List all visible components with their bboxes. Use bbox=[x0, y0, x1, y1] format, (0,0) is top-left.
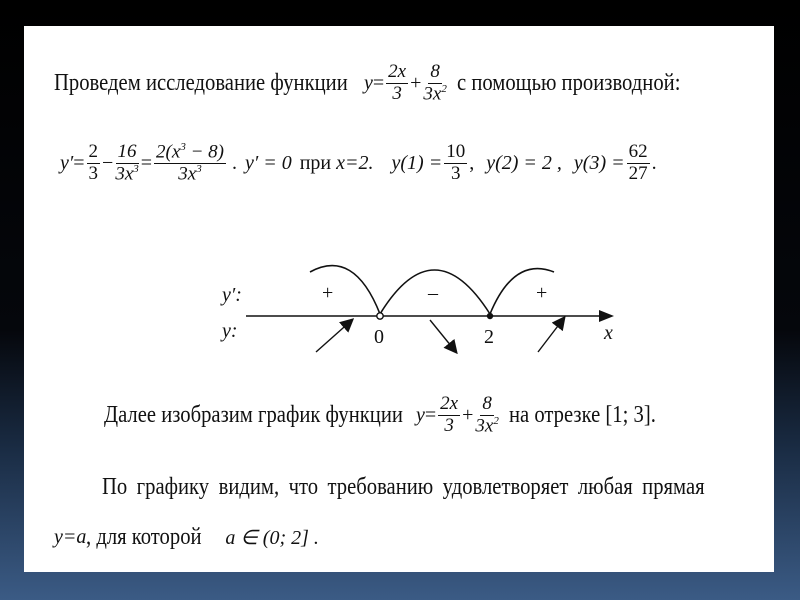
sign-minus: – bbox=[428, 282, 438, 304]
sign-plus-left: + bbox=[322, 282, 334, 304]
function-y: y bbox=[364, 71, 373, 94]
open-point-0 bbox=[377, 313, 383, 319]
intro-text-end: с помощью производной: bbox=[456, 69, 681, 96]
tick-label-0: 0 bbox=[374, 326, 384, 348]
fraction-2x-over-3: $\frac{2x}{3}$ bbox=[440, 393, 459, 436]
answer-text: , для которой bbox=[86, 524, 202, 550]
line-ya: y=a bbox=[54, 526, 87, 548]
fraction-derivative-combined: $\frac{2(x^3 - 8)}{3x^3}$ bbox=[156, 141, 224, 185]
derivative-symbol: y′ bbox=[60, 151, 74, 174]
graph-intro-text: Далее изобразим график функции bbox=[104, 401, 403, 428]
fraction-16-over-3x3: $\frac{16}{3x^3}$ bbox=[115, 141, 139, 184]
tick-label-2: 2 bbox=[484, 326, 494, 348]
row-label-yprime: y′: bbox=[222, 284, 242, 306]
graph-intro-line bbox=[104, 394, 680, 436]
fraction-2x-over-3: $\frac{2x}{3}$ bbox=[388, 61, 407, 104]
increasing-arrow-icon bbox=[316, 320, 352, 352]
answer-line bbox=[54, 524, 319, 551]
value-y2: y(2) = 2 , bbox=[486, 151, 562, 174]
fraction-62-over-27: $\frac{62}{27}$ bbox=[628, 141, 648, 184]
conclusion-text: По графику видим, что требованию удовлетворяет любая прямая bbox=[102, 474, 705, 500]
sign-plus-right: + bbox=[536, 282, 548, 304]
comma: , bbox=[469, 151, 475, 174]
period: . bbox=[651, 151, 657, 174]
minus-sign: − bbox=[102, 151, 114, 174]
decreasing-arrow-icon bbox=[430, 320, 456, 352]
equals-sign: = bbox=[73, 151, 85, 174]
fraction-8-over-3x2: $\frac{8}{3x^2}$ bbox=[475, 393, 499, 436]
period: . bbox=[231, 151, 237, 174]
fraction-2-over-3: $\frac{2}{3}$ bbox=[88, 141, 99, 184]
pri-word: при bbox=[299, 151, 332, 174]
answer-interval: a ∈ (0; 2] . bbox=[225, 527, 319, 549]
equals-sign: = bbox=[140, 151, 153, 174]
value-y1: y(1) = bbox=[391, 151, 443, 174]
fraction-8-over-3x2: $\frac{8}{3x^2}$ bbox=[423, 61, 447, 104]
axis-label-x: x bbox=[604, 322, 613, 344]
equals-sign: = bbox=[424, 403, 437, 426]
equals-sign: = bbox=[372, 71, 385, 94]
slide bbox=[24, 26, 774, 572]
increasing-arrow-icon bbox=[538, 318, 564, 352]
plus-sign: + bbox=[410, 71, 422, 94]
value-y3: y(3) = bbox=[573, 151, 625, 174]
closed-point-2 bbox=[487, 313, 493, 319]
plus-sign: + bbox=[462, 403, 474, 426]
fraction-10-over-3: $\frac{10}{3}$ bbox=[446, 141, 466, 184]
axis-arrow-icon bbox=[599, 310, 614, 322]
segment-text: на отрезке [1; 3]. bbox=[508, 401, 656, 428]
zero-condition: y′ = 0 bbox=[244, 151, 292, 174]
row-label-y: y: bbox=[222, 320, 238, 342]
function-y: y bbox=[416, 403, 425, 426]
arc-positive-left bbox=[310, 266, 380, 314]
intro-text: Проведем исследование функции bbox=[54, 69, 348, 96]
critical-point: x=2. bbox=[336, 151, 374, 174]
